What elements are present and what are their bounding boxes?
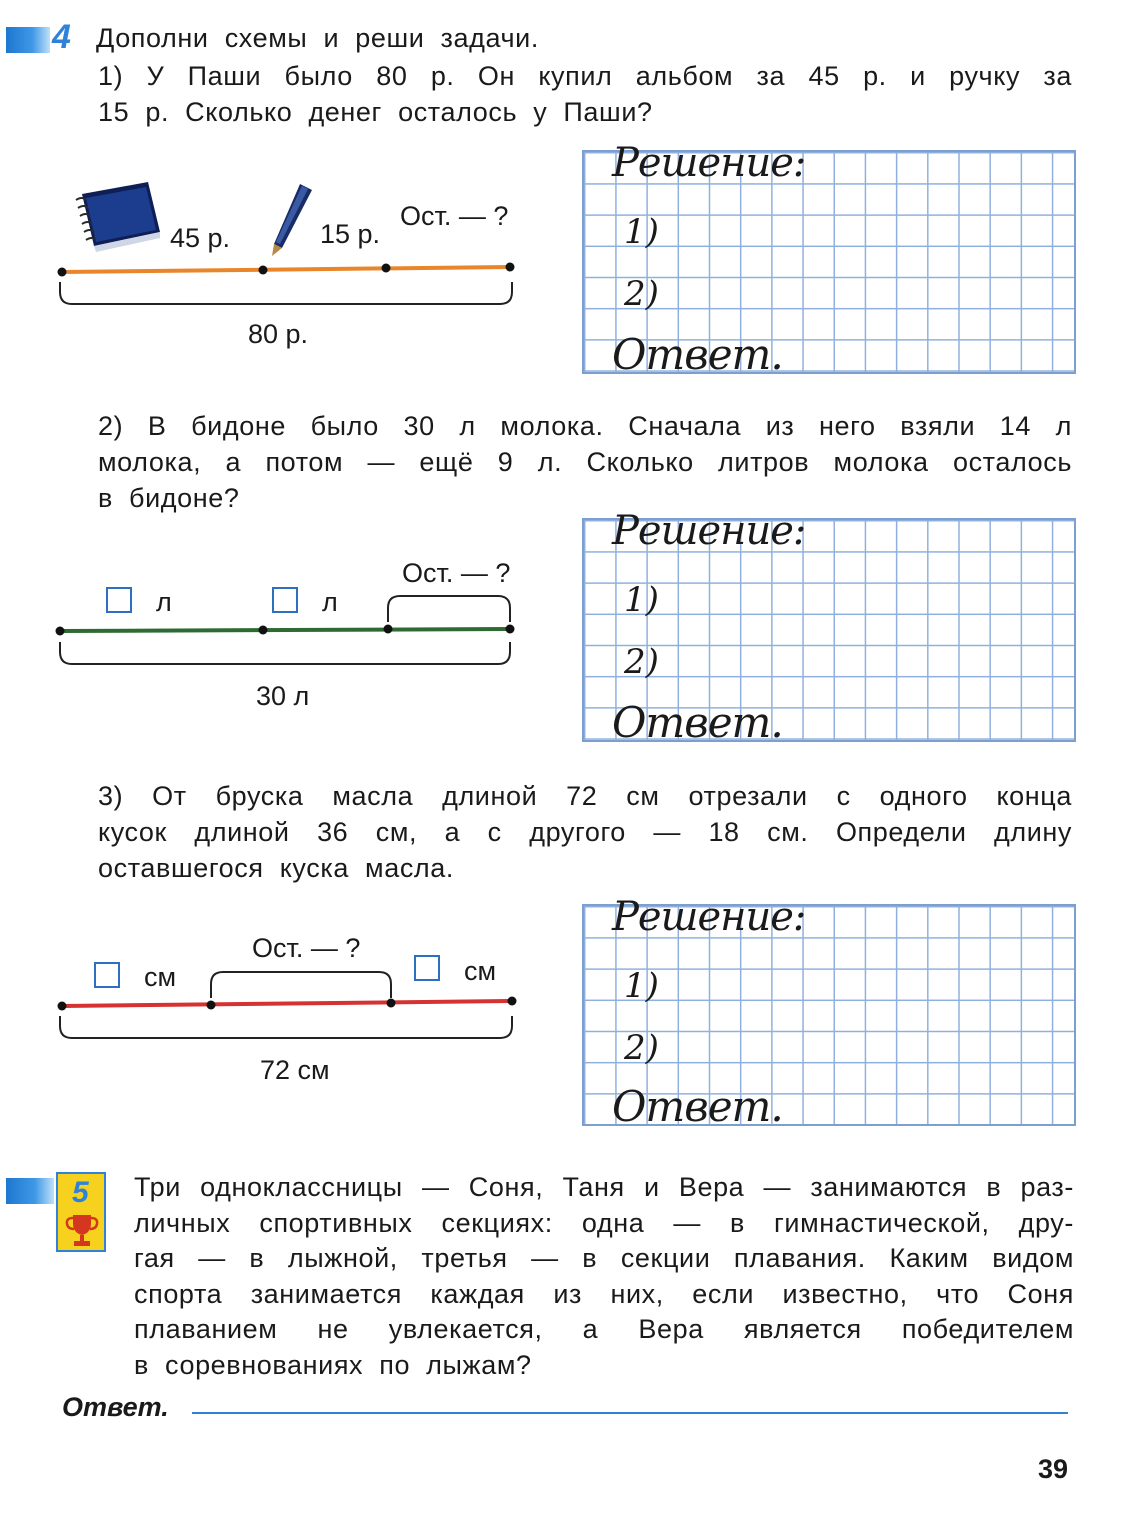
task-5-text [134, 1170, 1074, 1383]
problem-3-line: 3) От бруска масла длиной 72 см отрезали с одного конца [98, 781, 1072, 811]
step-2-label: 2) [624, 274, 659, 314]
problem-3-line: оставшегося куска масла. [98, 853, 454, 883]
trophy-icon [64, 1212, 100, 1248]
answer-box[interactable] [94, 962, 120, 988]
problem-3-text [98, 778, 1072, 886]
task-5-line: плаванием не увлекается, а Вера является победителем [134, 1314, 1074, 1344]
problem-2-line: 2) В бидоне было 30 л молока. Сначала из него взяли 14 л [98, 411, 1072, 441]
answer-line[interactable] [192, 1412, 1068, 1414]
total-label: 72 см [260, 1055, 330, 1085]
answer-line-label: Ответ. [62, 1392, 169, 1422]
problem-1-line: 1) У Паши было 80 р. Он купил альбом за 45 р. и ручку за [98, 61, 1072, 91]
page-number: 39 [1038, 1454, 1069, 1484]
problem-1-line: 15 р. Сколько денег осталось у Паши? [98, 97, 653, 127]
unit-label: см [144, 962, 177, 992]
step-1-label: 1) [624, 580, 659, 620]
task-5-badge [56, 1172, 106, 1252]
problem-2-line: молока, а потом — ещё 9 л. Сколько литров молока осталось [98, 447, 1072, 477]
problem-1-text [98, 58, 1072, 130]
remainder-label: Ост. — ? [252, 933, 361, 963]
solution-heading: Решение: [612, 140, 806, 186]
answer-label: Ответ. [612, 330, 783, 379]
problem-2-text [98, 408, 1072, 516]
task-5-line: спорта занимается каждая из них, если известно, что Соня [134, 1278, 1074, 1309]
segment-label: 15 р. [320, 219, 381, 249]
problem-2-line: в бидоне? [98, 483, 240, 513]
task-title: Дополни схемы и реши задачи. [96, 23, 539, 53]
answer-box[interactable] [272, 587, 298, 613]
answer-box[interactable] [414, 955, 440, 981]
task-number: 5 [72, 1176, 89, 1209]
step-2-label: 2) [624, 642, 659, 682]
solution-heading: Решение: [612, 894, 806, 940]
remainder-label: Ост. — ? [400, 201, 509, 231]
unit-label: л [156, 587, 172, 617]
remainder-label: Ост. — ? [402, 558, 511, 588]
segment-diagram-3 [0, 0, 1, 1]
task-marker-bar [6, 27, 50, 53]
total-label: 30 л [256, 681, 310, 711]
segment-label: 45 р. [170, 223, 231, 253]
task-5-line: Три одноклассницы — Соня, Таня и Вера — занимаются в раз- [134, 1172, 1074, 1202]
answer-label: Ответ. [612, 1082, 783, 1131]
task-5-line: личных спортивных секциях: одна — в гимнастической, дру- [134, 1207, 1074, 1238]
solution-heading: Решение: [612, 508, 806, 554]
pen-icon [266, 182, 316, 258]
unit-label: см [464, 956, 497, 986]
problem-3-line: кусок длиной 36 см, а с другого — 18 см. Определи длину [98, 817, 1072, 847]
task-5-line: в соревнованиях по лыжам? [134, 1349, 532, 1380]
unit-label: л [322, 587, 338, 617]
step-1-label: 1) [624, 212, 659, 252]
step-1-label: 1) [624, 966, 659, 1006]
answer-box[interactable] [106, 587, 132, 613]
task-5-line: гая — в лыжной, третья — в секции плавания. Каким видом [134, 1243, 1074, 1273]
step-2-label: 2) [624, 1028, 659, 1068]
task-number: 4 [52, 18, 71, 56]
answer-label: Ответ. [612, 698, 783, 747]
task-marker-bar [6, 1178, 54, 1204]
total-label: 80 р. [248, 319, 309, 349]
notebook-icon [70, 180, 162, 256]
